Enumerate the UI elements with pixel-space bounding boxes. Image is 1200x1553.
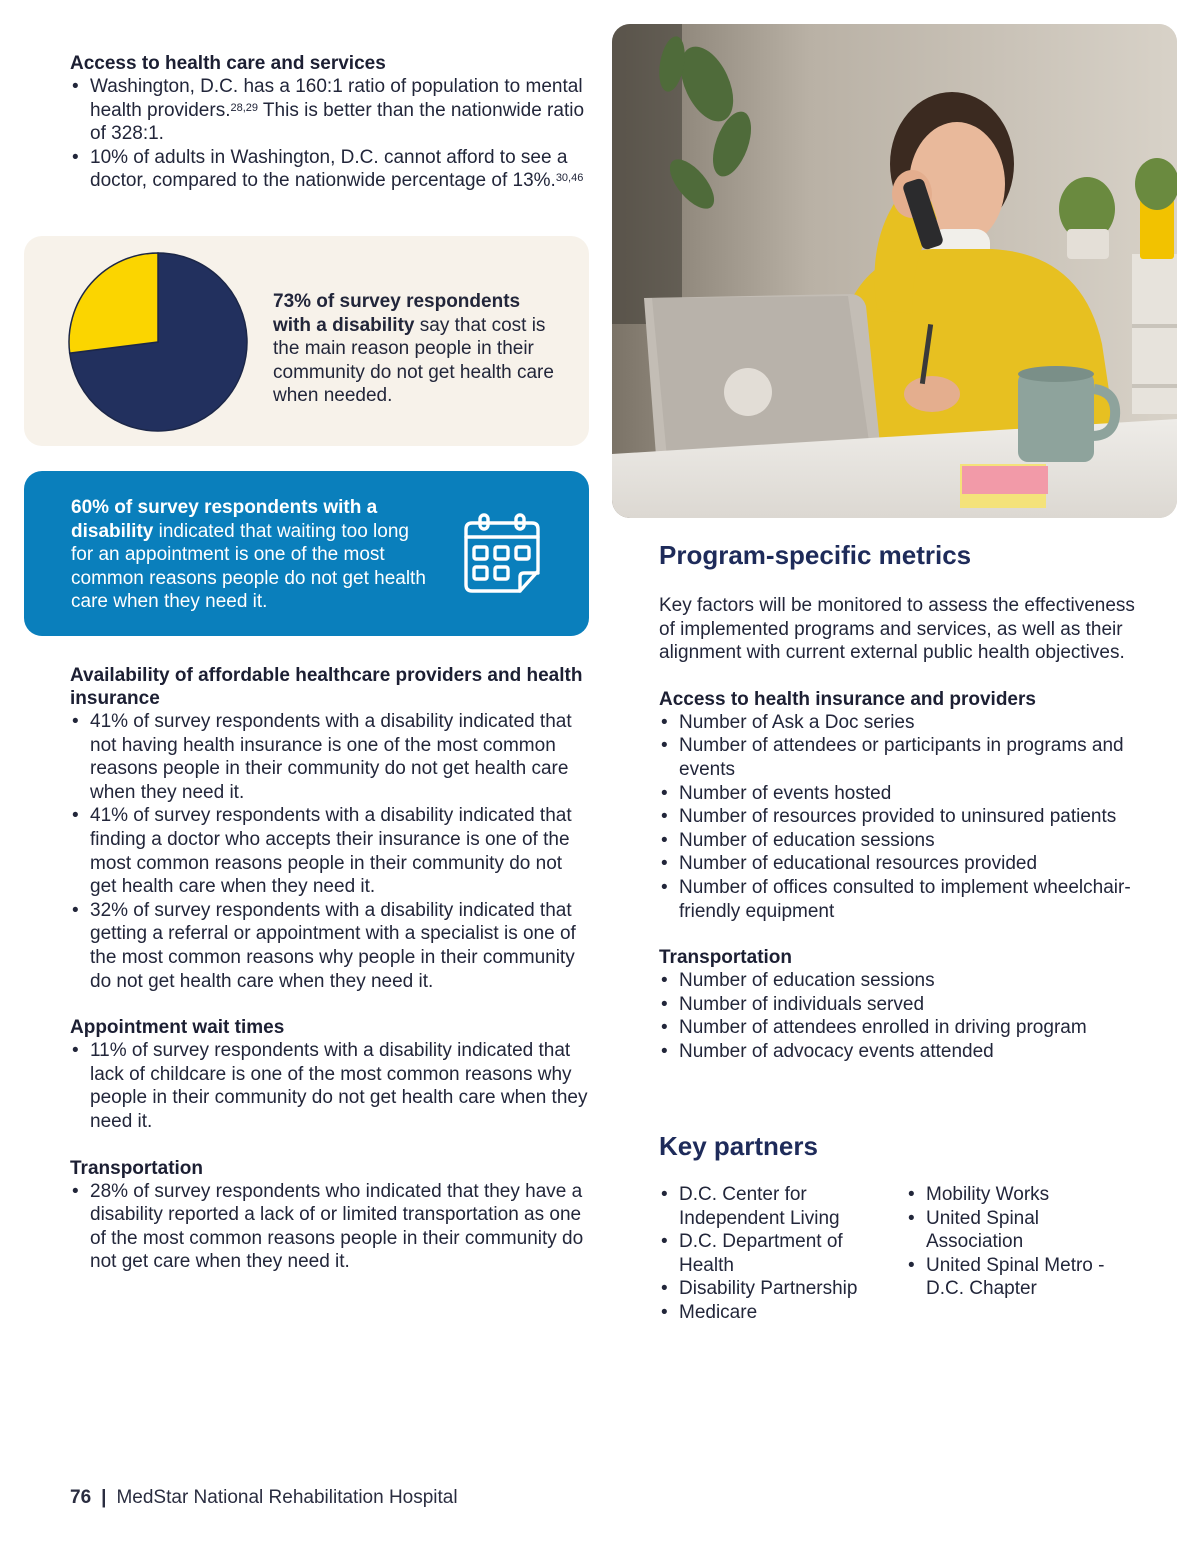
list-item: • Number of resources provided to uninsured patients: [659, 805, 1139, 829]
insurance-metrics-heading: Access to health insurance and providers: [659, 688, 1036, 710]
wait-times-section: [70, 1016, 590, 1133]
list-item: • 41% of survey respondents with a disability indicated that finding a doctor who accepts their insurance is one of the most common reasons people in their community do not get health care when they need it.: [70, 804, 590, 898]
list-item: • D.C. Center for Independent Living: [659, 1183, 889, 1230]
access-heading: Access to health care and services: [70, 53, 386, 74]
list-item: • Number of offices consulted to implement wheelchair-friendly equipment: [659, 876, 1139, 923]
transport-left-heading: Transportation: [70, 1157, 204, 1179]
transport-metrics-list: [659, 969, 1129, 1063]
transport-metrics-heading: Transportation: [659, 947, 793, 969]
wait-times-list: [70, 1039, 590, 1133]
availability-list: [70, 710, 590, 993]
photo-illustration: [612, 24, 1177, 518]
list-item: • 10% of adults in Washington, D.C. cannot afford to see a doctor, compared to the nationwide percentage of 13%.$^{30,46}$: [70, 146, 590, 193]
list-item: • Number of educational resources provided: [659, 852, 1139, 876]
access-list: [70, 75, 590, 193]
list-item: • Mobility Works: [906, 1183, 1136, 1207]
availability-heading: Availability of affordable healthcare providers and health insurance: [70, 665, 583, 709]
list-item: • Number of advocacy events attended: [659, 1040, 1129, 1064]
list-item: • Number of attendees enrolled in driving program: [659, 1016, 1129, 1040]
list-item: • Number of individuals served: [659, 993, 1129, 1017]
barriers-sections: [70, 664, 590, 1297]
footer-separator: |: [101, 1487, 107, 1508]
access-section: [70, 52, 590, 193]
list-item: • 11% of survey respondents with a disability indicated that lack of childcare is one of the most common reasons why people in their community do not get health care when they need it.: [70, 1039, 590, 1133]
list-item: • Medicare: [659, 1301, 889, 1325]
list-item: • 28% of survey respondents who indicated that they have a disability reported a lack of or limited transportation as one of the most common reasons people in their community do not get care when they need it.: [70, 1180, 590, 1274]
list-item: • Number of education sessions: [659, 969, 1129, 993]
citation: 28,29: [230, 101, 258, 114]
list-item: • Number of attendees or participants in programs and events: [659, 734, 1139, 781]
partners-list-1: [659, 1183, 889, 1325]
pie-slice-other: [69, 253, 158, 353]
page-footer: [70, 1486, 458, 1510]
availability-section: [70, 664, 590, 993]
wait-callout-text: 60% of survey respondents with a disability indicated that waiting too long for an appointment is one of the most common reasons people do not get health care when they need it.: [71, 497, 426, 613]
partners-heading: Key partners: [659, 1131, 818, 1161]
transport-left-section: [70, 1157, 590, 1274]
wait-times-heading: Appointment wait times: [70, 1017, 285, 1039]
insurance-metrics: [659, 688, 1139, 923]
list-item: • Number of education sessions: [659, 829, 1139, 853]
woman-on-phone-photo: [612, 24, 1177, 518]
list-item: • D.C. Department of Health: [659, 1230, 889, 1277]
footer-org: MedStar National Rehabilitation Hospital: [116, 1487, 458, 1508]
list-item: • 41% of survey respondents with a disability indicated that not having health insurance is one of the most common reasons people in their community do not get health care when they need it.: [70, 710, 590, 804]
calendar-icon: [462, 511, 542, 595]
transport-metrics: [659, 946, 1139, 1063]
cost-callout-text: 73% of survey respondents with a disability say that cost is the main reason people in their community do not get health care when needed.: [273, 291, 554, 407]
metrics-heading: Program-specific metrics: [659, 540, 972, 570]
list-item: • Number of Ask a Doc series: [659, 711, 1139, 735]
metrics-section: [659, 540, 1139, 1064]
transport-left-list: [70, 1180, 590, 1274]
page-number: 76: [70, 1487, 92, 1508]
partners-list-2: [906, 1183, 1136, 1301]
list-item: • United Spinal Association: [906, 1207, 1136, 1254]
list-item: • Disability Partnership: [659, 1277, 889, 1301]
cost-pie-chart: [68, 252, 248, 432]
metrics-intro: Key factors will be monitored to assess the effectiveness of implemented programs and services, as well as their alignment with current external public health objectives.: [659, 595, 1135, 664]
list-item: • Number of events hosted: [659, 782, 1139, 806]
insurance-metrics-list: [659, 711, 1139, 923]
list-item: • 32% of survey respondents with a disability indicated that getting a referral or appointment with a specialist is one of the most common reasons why people in their community do not get health care when they need it.: [70, 899, 590, 993]
list-item: • Washington, D.C. has a 160:1 ratio of population to mental health providers.$^{28,29}$ This is better than the nationwide ratio of 328:1.: [70, 75, 590, 146]
list-item: • United Spinal Metro - D.C. Chapter: [906, 1254, 1136, 1301]
citation: 30,46: [555, 172, 584, 185]
